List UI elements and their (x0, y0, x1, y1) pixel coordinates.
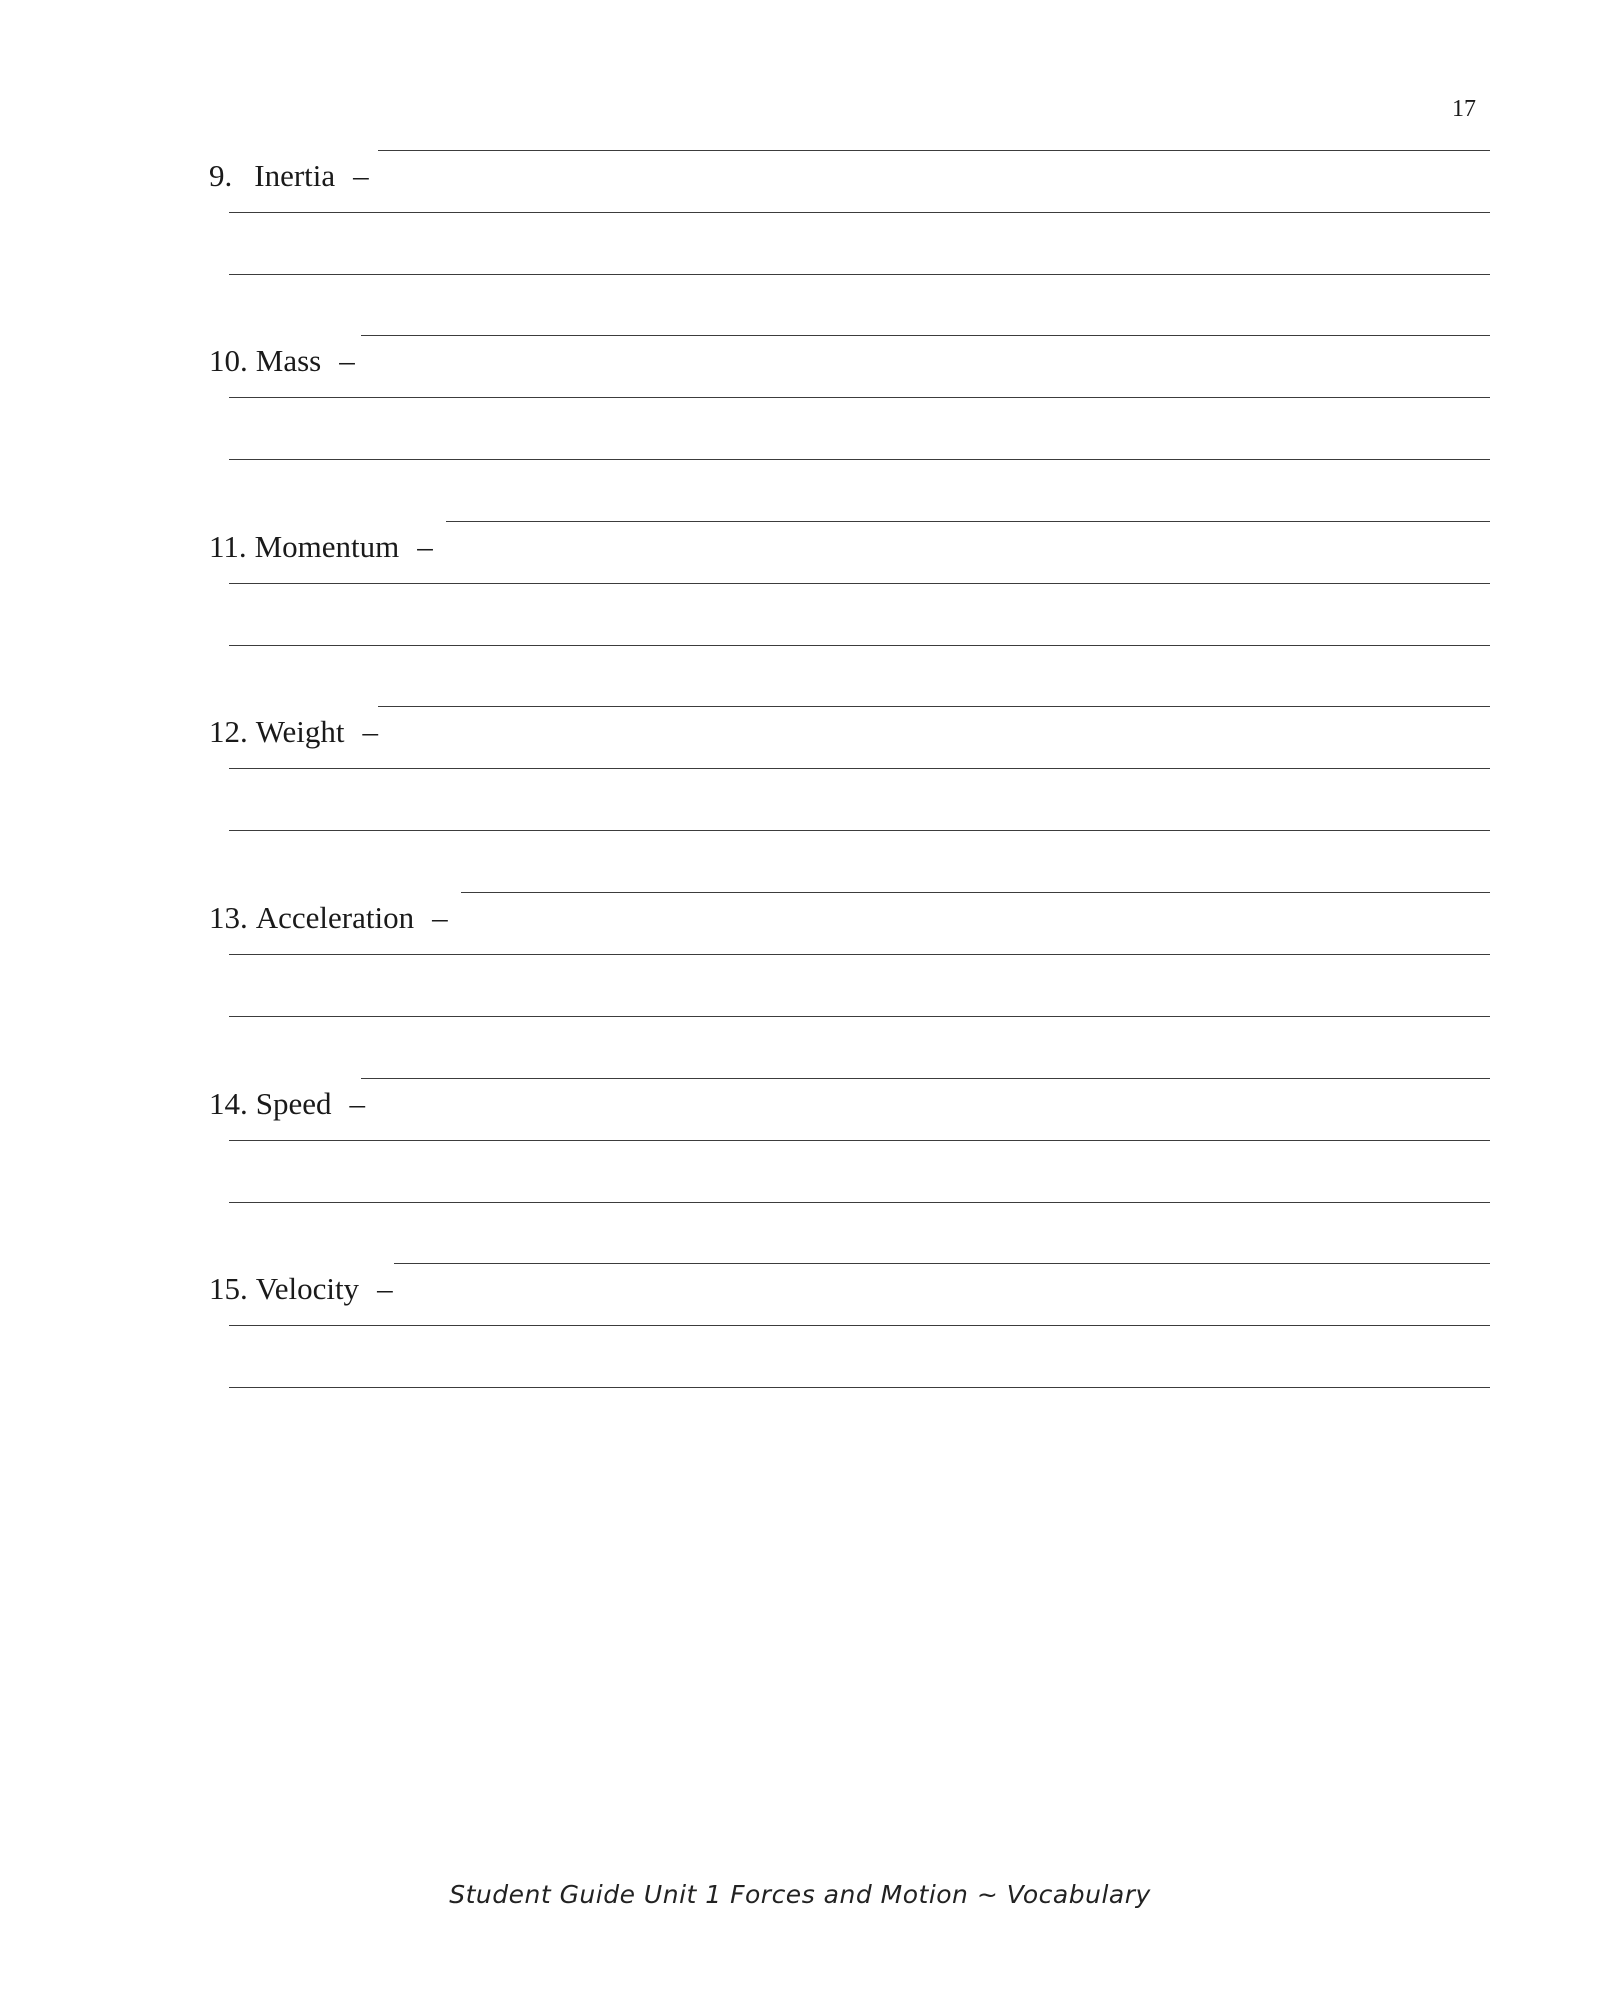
entry-number: 12. (209, 714, 248, 749)
entry-term: Velocity (255, 1271, 360, 1306)
entry-heading (178, 116, 369, 193)
entry-term: Inertia (254, 158, 336, 193)
entry-dash: – (349, 1086, 366, 1121)
answer-line[interactable] (229, 212, 1490, 213)
answer-line[interactable] (229, 397, 1490, 398)
entry-dash: – (339, 343, 355, 378)
entry-number: 15. (209, 1271, 248, 1306)
entry-dash: – (353, 158, 369, 193)
entry-term: Momentum (254, 529, 400, 564)
vocab-entry-velocity (0, 1229, 1600, 1415)
entry-term: Speed (255, 1086, 332, 1121)
entry-term: Weight (255, 714, 345, 749)
answer-line[interactable] (229, 1202, 1490, 1203)
entry-dash: – (432, 900, 448, 935)
entry-term: Acceleration (255, 900, 415, 935)
answer-line[interactable] (229, 645, 1490, 646)
answer-line[interactable] (461, 892, 1490, 893)
entry-dash: – (377, 1271, 393, 1306)
vocab-entry-momentum (0, 487, 1600, 673)
answer-line[interactable] (378, 706, 1490, 707)
answer-line[interactable] (229, 459, 1490, 460)
entry-term: Mass (255, 343, 322, 378)
vocab-entry-weight (0, 672, 1600, 858)
answer-line[interactable] (229, 1016, 1490, 1017)
entry-heading (178, 858, 448, 935)
entry-dash: – (417, 529, 433, 564)
entry-dash: – (362, 714, 379, 749)
page-number: 17 (1452, 96, 1476, 122)
answer-line[interactable] (361, 335, 1490, 336)
answer-line[interactable] (229, 583, 1490, 584)
entry-number: 10. (209, 343, 248, 378)
entry-heading (178, 1229, 393, 1306)
answer-line[interactable] (229, 954, 1490, 955)
answer-line[interactable] (229, 1325, 1490, 1326)
answer-line[interactable] (229, 768, 1490, 769)
entry-number: 13. (209, 900, 248, 935)
answer-line[interactable] (394, 1263, 1490, 1264)
answer-line[interactable] (229, 274, 1490, 275)
vocab-entry-acceleration (0, 858, 1600, 1044)
vocab-entry-speed (0, 1044, 1600, 1230)
answer-line[interactable] (229, 830, 1490, 831)
entry-number: 9. (209, 158, 233, 193)
answer-line[interactable] (361, 1078, 1490, 1079)
answer-line[interactable] (378, 150, 1490, 151)
answer-line[interactable] (229, 1387, 1490, 1388)
footer-title: Student Guide Unit 1 Forces and Motion ~ Vocabulary (449, 1880, 1151, 1909)
entry-heading (178, 1044, 366, 1121)
entry-number: 14. (209, 1086, 248, 1121)
entry-heading (178, 487, 433, 564)
answer-line[interactable] (229, 1140, 1490, 1141)
vocab-entry-inertia (0, 116, 1600, 302)
vocab-entry-mass (0, 301, 1600, 487)
entry-number: 11. (209, 529, 247, 564)
answer-line[interactable] (446, 521, 1490, 522)
entry-heading (178, 672, 379, 749)
entry-heading (178, 301, 355, 378)
